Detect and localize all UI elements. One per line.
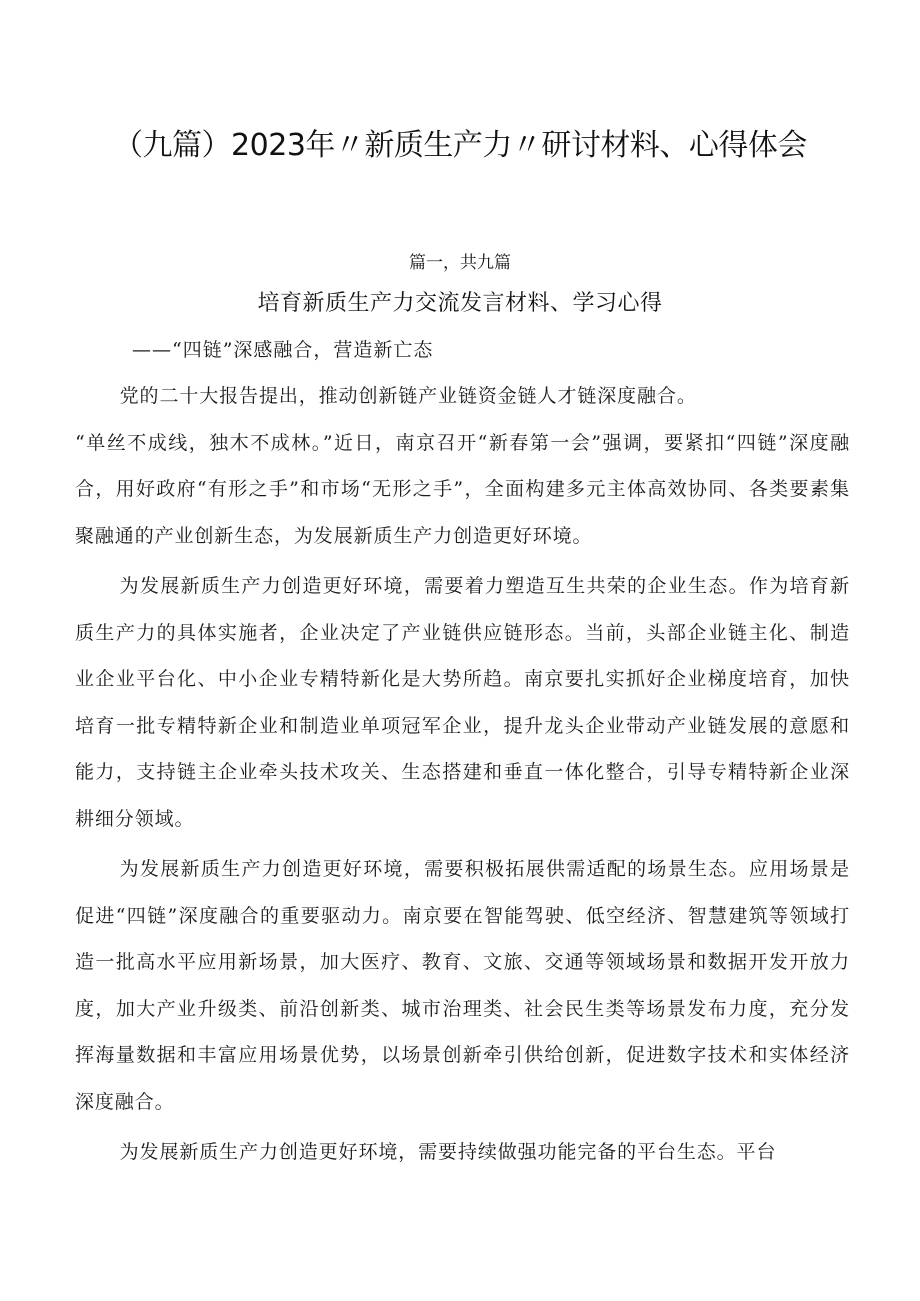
document-title: （九篇）2023年〃新质生产力〃研讨材料、心得体会	[113, 128, 807, 163]
article-subtitle: ——“四链”深感融合，营造新亡态	[132, 339, 434, 361]
paragraph-5: 为发展新质生产力创造更好环境，需要持续做强功能完备的平台生态。平台	[119, 1141, 777, 1163]
paragraph-3: 为发展新质生产力创造更好环境，需要着力塑造互生共荣的企业生态。作为培育新质生产力的具体实施者，企业决定了产业链供应链形态。当前，头部企业链主化、制造业企业平台化、中小企业专精特新化是大势所趋。南京要扎实抓好企业梯度培育，加快培育一批专精特新企业和制造业单项冠军企业，提升龙头企业带动产业链发展的意愿和能力，支持链主企业牵头技术攻关、生态搭建和垂直一体化整合，引导专精特新企业深耕细分领域。	[75, 575, 850, 830]
paragraph-4: 为发展新质生产力创造更好环境，需要积极拓展供需适配的场景生态。应用场景是促进“四链”深度融合的重要驱动力。南京要在智能驾驶、低空经济、智慧建筑等领域打造一批高水平应用新场景，加大医疗、教育、文旅、交通等领域场景和数据开发开放力度，加大产业升级类、前沿创新类、城市治理类、社会民生类等场景发布力度，充分发挥海量数据和丰富应用场景优势，以场景创新牵引供给创新，促进数字技术和实体经济深度融合。	[75, 858, 850, 1113]
paragraph-2: “单丝不成线，独木不成林。”近日，南京召开“新春第一会”强调，要紧扣“四链”深度融合，用好政府“有形之手”和市场“无形之手”，全面构建多元主体高效协同、各类要素集聚融通的产业创新生态，为发展新质生产力创造更好环境。	[75, 431, 850, 547]
part-label: 篇一，共九篇	[409, 253, 511, 273]
paragraph-1: 党的二十大报告提出，推动创新链产业链资金链人才链深度融合。	[119, 385, 697, 407]
article-body	[75, 373, 850, 1176]
article-title: 培育新质生产力交流发言材料、学习心得	[257, 291, 663, 316]
